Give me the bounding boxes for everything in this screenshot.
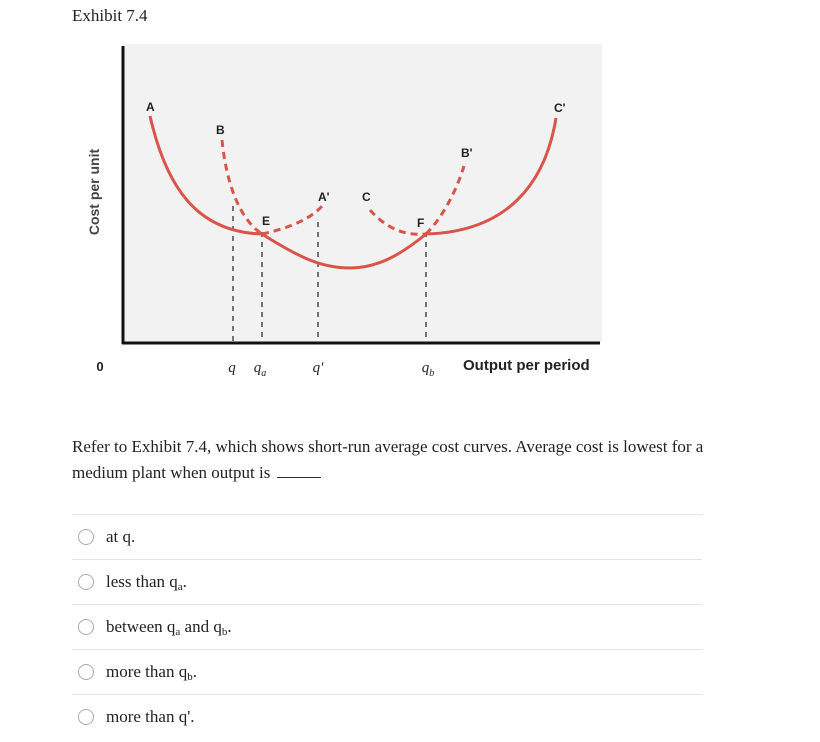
question-text <box>72 434 712 486</box>
question-body: Refer to Exhibit 7.4, which shows short-run average cost curves. Average cost is lowest for a medium plant when output is <box>72 437 704 482</box>
choice-label: more than q'. <box>106 707 195 726</box>
choice-label: less than $q_a$. <box>106 571 187 593</box>
y-axis-label: Cost per unit <box>86 148 102 236</box>
choice-label: between $q_a$ and $q_b$. <box>106 616 232 638</box>
x-tick-qa: $q_a$ <box>253 360 267 379</box>
point-label-c-prime: C' <box>554 101 566 115</box>
choice-between-qa-and-qb[interactable] <box>72 604 702 649</box>
radio-button[interactable] <box>78 529 94 545</box>
exhibit-title: Exhibit 7.4 <box>72 6 148 25</box>
choice-less-than-qa[interactable] <box>72 559 702 604</box>
point-label-e: E <box>262 214 271 228</box>
choice-label: more than $q_b$. <box>106 661 197 683</box>
radio-button[interactable] <box>78 709 94 725</box>
answer-choices <box>72 514 702 739</box>
answer-blank <box>277 476 321 478</box>
point-label-a-prime: A' <box>318 190 330 204</box>
x-axis-label: Output per period <box>463 357 590 374</box>
choice-at-q[interactable] <box>72 514 702 559</box>
radio-button[interactable] <box>78 574 94 590</box>
x-tick-q: q <box>228 360 236 376</box>
radio-button[interactable] <box>78 664 94 680</box>
choice-more-than-q-prime[interactable] <box>72 694 702 739</box>
radio-button[interactable] <box>78 619 94 635</box>
x-tick-qb: $q_b$ <box>421 360 435 379</box>
point-label-a: A <box>146 100 155 114</box>
point-label-c: C <box>362 190 371 204</box>
point-label-b-prime: B' <box>461 146 473 160</box>
x-tick-q-prime: q' <box>312 360 324 376</box>
point-label-b: B <box>216 123 225 137</box>
choice-more-than-qb[interactable] <box>72 649 702 694</box>
point-label-f: F <box>417 216 425 230</box>
origin-label: 0 <box>96 359 104 374</box>
choice-label: at q. <box>106 527 136 546</box>
